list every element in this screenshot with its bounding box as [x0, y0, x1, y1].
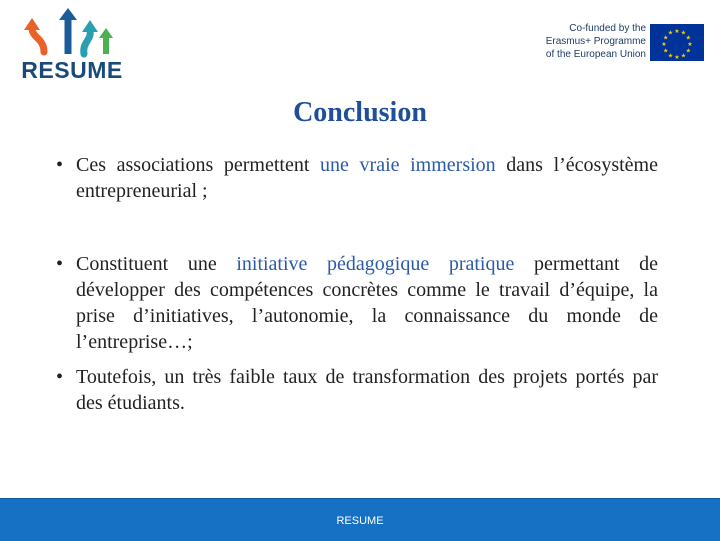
svg-text:★: ★	[667, 52, 674, 60]
bullet-2-text-b: permettant de développer des compétences concrètes comme le travail d’équipe, la prise d’initiatives, l’autonomie, la connaissance du monde de l’entreprise…;	[76, 253, 658, 353]
bullet-item-1	[56, 152, 658, 204]
bullet-item-2	[56, 251, 658, 355]
svg-text:★: ★	[687, 41, 693, 48]
bullet-item-3	[56, 364, 658, 416]
eu-line-1: Co-funded by the	[569, 23, 646, 34]
resume-logo-icon	[18, 8, 126, 60]
footer-text: RESUME	[336, 515, 384, 527]
svg-text:★: ★	[680, 52, 687, 60]
eu-cofunded-badge	[528, 22, 708, 64]
bullet-dot: •	[56, 253, 64, 275]
logo-text: RESUME	[21, 57, 123, 83]
eu-text	[528, 22, 646, 61]
svg-text:★: ★	[661, 41, 667, 48]
bullet-1-text-b: dans l’écosystème entrepreneurial ;	[76, 154, 658, 202]
svg-text:★: ★	[667, 29, 674, 37]
bullet-list	[56, 152, 658, 416]
eu-flag-icon	[650, 24, 704, 61]
svg-text:★: ★	[674, 28, 680, 35]
bullet-1-text-a: Ces associations permettent	[76, 154, 321, 176]
bullet-1-highlight: une vraie immersion	[320, 154, 496, 176]
svg-text:★: ★	[680, 29, 687, 37]
svg-text:★: ★	[674, 54, 680, 61]
bullet-3-text: Toutefois, un très faible taux de transformation des projets portés par des étudiants.	[76, 366, 658, 414]
svg-text:★: ★	[663, 34, 669, 42]
bullet-2-text-a: Constituent une	[76, 253, 237, 275]
resume-logo	[18, 8, 126, 83]
svg-text:★: ★	[663, 47, 669, 55]
svg-text:★: ★	[685, 47, 691, 55]
eu-line-2: Erasmus+ Programme	[545, 36, 646, 47]
eu-line-3: of the European Union	[545, 49, 646, 60]
bullet-dot: •	[56, 154, 64, 176]
bullet-dot: •	[56, 366, 64, 388]
svg-text:★: ★	[685, 34, 691, 42]
slide-title: Conclusion	[293, 97, 427, 128]
footer-bar	[0, 498, 720, 541]
bullet-2-highlight: initiative pédagogique pratique	[236, 253, 515, 275]
